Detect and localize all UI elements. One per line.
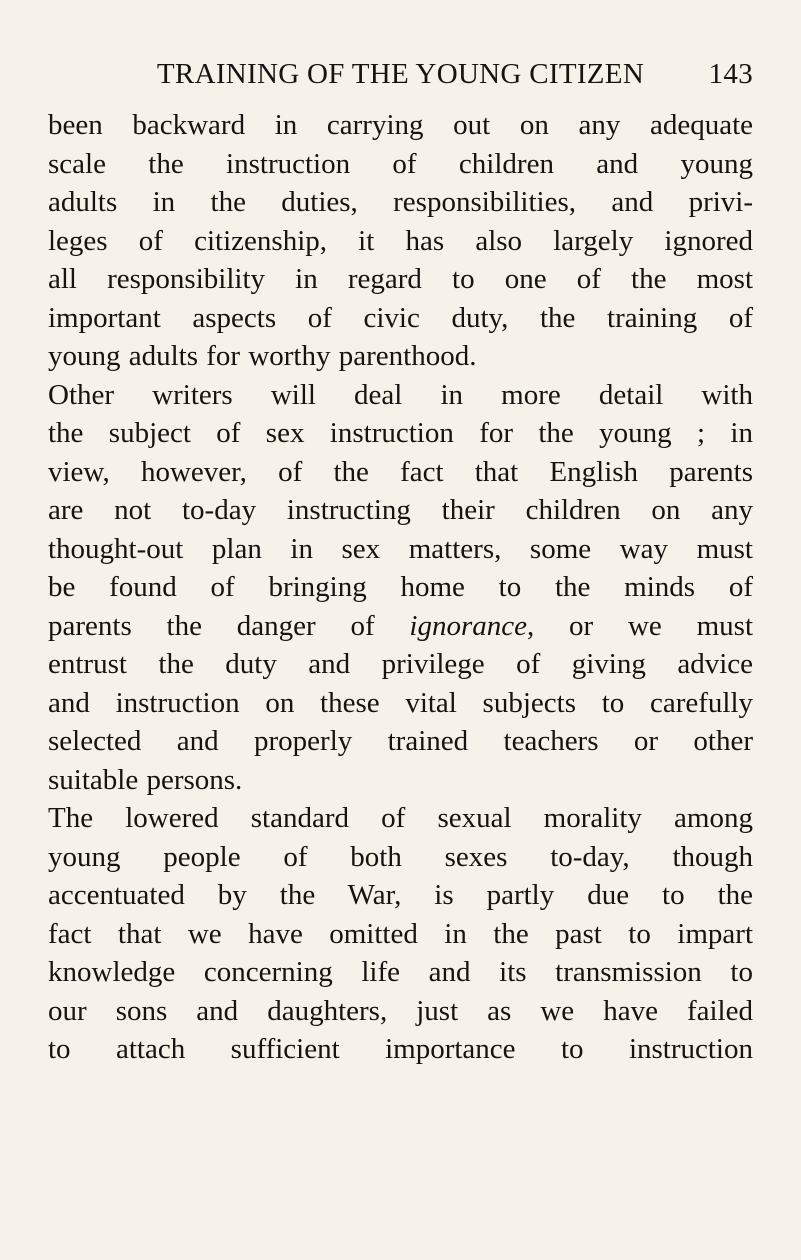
text-line: view, however, of the fact that English parents [48, 455, 753, 488]
text-line: thought-out plan in sex matters, some way must [48, 532, 753, 565]
line-segment: , or we must [527, 609, 753, 642]
page-number: 143 [708, 58, 753, 90]
text-line: selected and properly trained teachers or other [48, 725, 753, 757]
text-line: leges of citizenship, it has also largely ignored [48, 224, 753, 257]
page-header [48, 52, 753, 96]
text-line: important aspects of civic duty, the training of [48, 301, 753, 334]
text-line-with-italic [48, 607, 753, 646]
text-line: fact that we have omitted in the past to impart [48, 917, 753, 950]
text-line: adults in the duties, responsibilities, and privi- [48, 186, 753, 218]
text-line: our sons and daughters, just as we have failed [48, 994, 753, 1027]
paragraph-end-line: suitable persons. [48, 763, 243, 796]
text-line: entrust the duty and privilege of giving advice [48, 648, 753, 680]
text-line: knowledge concerning life and its transmission to [48, 956, 753, 988]
text-line: the subject of sex instruction for the young ; in [48, 417, 753, 449]
text-line: and instruction on these vital subjects to carefully [48, 686, 753, 719]
running-head: TRAINING OF THE YOUNG CITIZEN [156, 58, 645, 90]
paragraph-start-line: Other writers will deal in more detail with [48, 378, 753, 411]
text-line: young people of both sexes to-day, though [48, 840, 753, 873]
paragraph-end-line: young adults for worthy parenthood. [48, 340, 477, 372]
text-line: are not to-day instructing their children on any [48, 494, 753, 526]
text-line: scale the instruction of children and young [48, 147, 753, 180]
italic-word: ignorance [409, 609, 527, 642]
body-text [48, 106, 753, 1069]
line-segment: parents the danger of [48, 609, 410, 642]
paragraph-start-line: The lowered standard of sexual morality among [48, 802, 753, 834]
text-line: all responsibility in regard to one of the most [48, 263, 753, 295]
text-line: accentuated by the War, is partly due to the [48, 879, 753, 911]
text-line: to attach sufficient importance to instruction [48, 1033, 753, 1065]
text-line: been backward in carrying out on any adequate [48, 109, 753, 141]
text-line: be found of bringing home to the minds of [48, 571, 753, 603]
